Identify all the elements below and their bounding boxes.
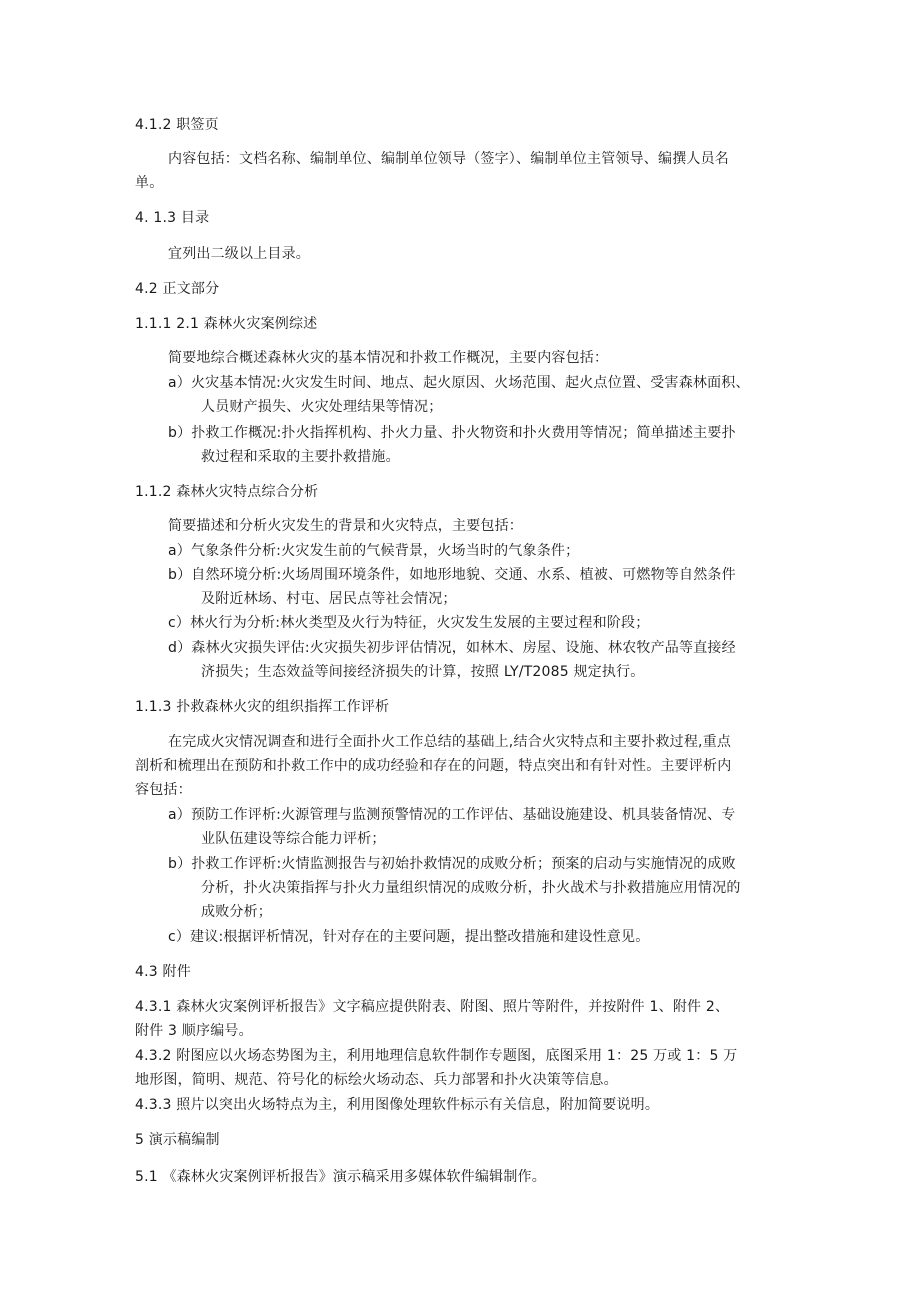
paragraph-line: 简要描述和分析火灾发生的背景和火灾特点，主要包括：	[168, 518, 523, 534]
list-item-b: b）自然环境分析:火场周围环境条件，如地形地貌、交通、水系、植被、可燃物等自然条件	[168, 567, 736, 583]
heading-5: 5 演示稿编制	[135, 1132, 220, 1148]
list-item-continuation: 人员财产损失、火灾处理结果等情况；	[201, 399, 443, 415]
list-item-c: c）建议:根据评析情况，针对存在的主要问题，提出整改措施和建设性意见。	[168, 929, 650, 945]
list-item-continuation: 济损失；生态效益等间接经济损失的计算，按照 LY/T2085 规定执行。	[201, 664, 645, 680]
paragraph-line: 附件 3 顺序编号。	[135, 1023, 253, 1039]
paragraph-line: 地形图，简明、规范、符号化的标绘火场动态、兵力部署和扑火决策等信息。	[135, 1072, 618, 1088]
list-item-continuation: 分析，扑火决策指挥与扑火力量组织情况的成败分析，扑火战术与扑救措施应用情况的	[201, 880, 741, 896]
paragraph-line: 宜列出二级以上目录。	[168, 246, 310, 262]
heading-1-1-1: 1.1.1 2.1 森林火灾案例综述	[135, 316, 318, 332]
list-item-d: d）森林火灾损失评估:火灾损失初步评估情况，如林木、房屋、设施、林农牧产品等直接经	[168, 640, 736, 656]
list-item-continuation: 救过程和采取的主要扑救措施。	[201, 449, 400, 465]
paragraph-line: 剖析和梳理出在预防和扑救工作中的成功经验和存在的问题，特点突出和有针对性。主要评析内	[135, 758, 732, 774]
list-item-b: b）扑救工作概况:扑火指挥机构、扑火力量、扑火物资和扑火费用等情况；简单描述主要扑	[168, 425, 736, 441]
list-item-continuation: 及附近林场、村屯、居民点等社会情况；	[201, 591, 457, 607]
list-item-c: c）林火行为分析:林火类型及火行为特征，火灾发生发展的主要过程和阶段；	[168, 615, 650, 631]
list-item-b: b）扑救工作评析:火情监测报告与初始扑救情况的成败分析；预案的启动与实施情况的成败	[168, 856, 736, 872]
heading-4-1-2: 4.1.2 职签页	[135, 117, 219, 133]
paragraph-5-1: 5.1 《森林火灾案例评析报告》演示稿采用多媒体软件编辑制作。	[135, 1169, 546, 1185]
heading-4-3: 4.3 附件	[135, 964, 191, 980]
paragraph-4-3-1: 4.3.1 森林火灾案例评析报告》文字稿应提供附表、附图、照片等附件，并按附件 1、附件 2、	[135, 999, 730, 1015]
paragraph-line: 简要地综合概述森林火灾的基本情况和扑救工作概况，主要内容包括：	[168, 350, 609, 366]
list-item-continuation: 成败分析；	[201, 904, 272, 920]
list-item-continuation: 业队伍建设等综合能力评析；	[201, 831, 386, 847]
heading-1-1-2: 1.1.2 森林火灾特点综合分析	[135, 484, 319, 500]
paragraph-4-3-3: 4.3.3 照片以突出火场特点为主，利用图像处理软件标示有关信息，附加简要说明。	[135, 1097, 660, 1113]
list-item-a: a）气象条件分析:火灾发生前的气候背景，火场当时的气象条件；	[168, 543, 580, 559]
paragraph-4-3-2: 4.3.2 附图应以火场态势图为主，利用地理信息软件制作专题图，底图采用 1：25 万或 1：5 万	[135, 1048, 738, 1064]
heading-4-2: 4.2 正文部分	[135, 281, 220, 297]
heading-4-1-3: 4. 1.3 目录	[135, 210, 210, 226]
heading-1-1-3: 1.1.3 扑救森林火灾的组织指挥工作评析	[135, 699, 390, 715]
paragraph-line: 容包括：	[135, 782, 192, 798]
paragraph-line: 内容包括：文档名称、编制单位、编制单位领导（签字）、编制单位主管领导、编撰人员名	[168, 151, 729, 167]
list-item-a: a）预防工作评析:火源管理与监测预警情况的工作评估、基础设施建设、机具装备情况、专	[168, 807, 736, 823]
paragraph-line: 单。	[135, 175, 164, 191]
paragraph-line: 在完成火灾情况调查和进行全面扑火工作总结的基础上,结合火灾特点和主要扑救过程,重点	[168, 734, 732, 750]
list-item-a: a）火灾基本情况:火灾发生时间、地点、起火原因、火场范围、起火点位置、受害森林面积、	[168, 375, 750, 391]
